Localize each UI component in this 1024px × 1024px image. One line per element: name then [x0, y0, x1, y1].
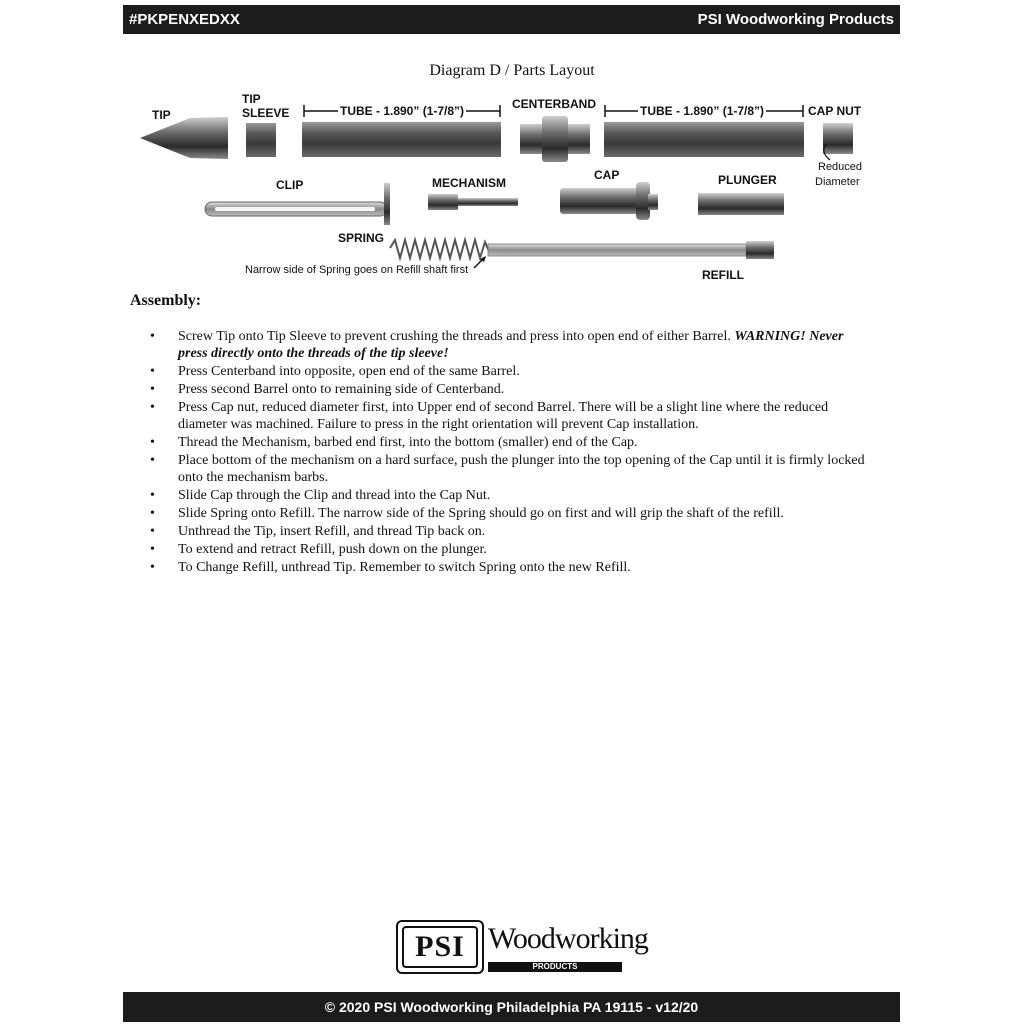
- step-text: To Change Refill, unthread Tip. Remember to switch Spring onto the new Refill.: [178, 560, 631, 575]
- list-item: [150, 505, 870, 522]
- cap-part: [560, 182, 658, 220]
- list-item: [150, 541, 870, 558]
- step-text: Press Cap nut, reduced diameter first, into Upper end of second Barrel. There will be a slight line where the reduced diameter was machined. Failure to press in the right orientation will prevent Cap installation.: [178, 400, 829, 432]
- refill-part: [488, 241, 774, 259]
- cap-label: CAP: [594, 168, 620, 182]
- step-text: Press second Barrel onto to remaining side of Centerband.: [178, 382, 505, 397]
- step-text: Thread the Mechanism, barbed end first, into the bottom (smaller) end of the Cap.: [178, 435, 638, 450]
- step-text: Slide Spring onto Refill. The narrow side of the Spring should go on first and will grip the shaft of the refill.: [178, 506, 784, 521]
- psi-logo-box: [396, 920, 484, 974]
- footer-bar: [123, 992, 900, 1022]
- cap-nut-part: [823, 123, 853, 154]
- step-text: Press Centerband into opposite, open end of the same Barrel.: [178, 364, 520, 379]
- psi-logo: [396, 920, 648, 980]
- tip-sleeve-part: [246, 123, 276, 157]
- parts-diagram: [0, 0, 1024, 290]
- step-text: Unthread the Tip, insert Refill, and thread Tip back on.: [178, 524, 486, 539]
- list-item: [150, 487, 870, 504]
- tip-label: TIP: [152, 108, 171, 122]
- tip-sleeve-label-1: TIP: [242, 92, 261, 106]
- warning-text: WARNING! Never press directly onto the threads of the tip sleeve!: [178, 329, 844, 361]
- reduced-label-2: Diameter: [815, 176, 860, 188]
- reduced-label-1: Reduced: [818, 161, 863, 173]
- step-text: To extend and retract Refill, push down on the plunger.: [178, 542, 487, 557]
- tip-sleeve-label-2: SLEEVE: [242, 106, 290, 120]
- spring-note: Narrow side of Spring goes on Refill shaft first: [245, 264, 469, 276]
- tube-right-part: [604, 122, 804, 157]
- spring-label: SPRING: [338, 231, 385, 245]
- step-text: Place bottom of the mechanism on a hard surface, push the plunger into the top opening of the Cap until it is firmly locked onto the mechanism barbs.: [178, 453, 865, 485]
- list-item: [150, 434, 870, 451]
- brand-label: PSI Woodworking Products: [697, 11, 894, 28]
- cap-nut-label: CAP NUT: [808, 104, 862, 118]
- list-item: [150, 559, 870, 576]
- assembly-heading: Assembly:: [130, 292, 202, 309]
- woodworking-logo-text: Woodworking: [488, 922, 648, 955]
- centerband-part: [520, 116, 590, 162]
- list-item: [150, 452, 870, 486]
- diagram-title: Diagram D / Parts Layout: [429, 62, 595, 79]
- list-item: [150, 399, 870, 433]
- tube-right-label: TUBE - 1.890” (1-7/8”): [640, 104, 765, 118]
- plunger-part: [698, 193, 784, 215]
- list-item: [150, 328, 870, 362]
- spring-part: [390, 240, 490, 258]
- step-text: Slide Cap through the Clip and thread into the Cap Nut.: [178, 488, 491, 503]
- tip-part: [140, 117, 228, 159]
- clip-label: CLIP: [276, 178, 304, 192]
- tube-left-label: TUBE - 1.890” (1-7/8”): [340, 104, 465, 118]
- centerband-label: CENTERBAND: [512, 97, 596, 111]
- psi-logo-text: PSI: [402, 926, 478, 968]
- mechanism-part: [428, 194, 518, 210]
- list-item: [150, 363, 870, 380]
- products-logo-text: PRODUCTS: [488, 962, 622, 972]
- refill-label: REFILL: [702, 268, 744, 282]
- footer-text: © 2020 PSI Woodworking Philadelphia PA 19115 - v12/20: [324, 999, 699, 1015]
- mechanism-label: MECHANISM: [432, 176, 506, 190]
- list-item: [150, 523, 870, 540]
- list-item: [150, 381, 870, 398]
- sku-label: #PKPENXEDXX: [129, 11, 240, 28]
- tube-left-part: [302, 122, 501, 157]
- step-text: Screw Tip onto Tip Sleeve to prevent crushing the threads and press into open end of either Barrel.: [178, 329, 731, 344]
- assembly-steps: [150, 328, 870, 577]
- plunger-label: PLUNGER: [718, 173, 777, 187]
